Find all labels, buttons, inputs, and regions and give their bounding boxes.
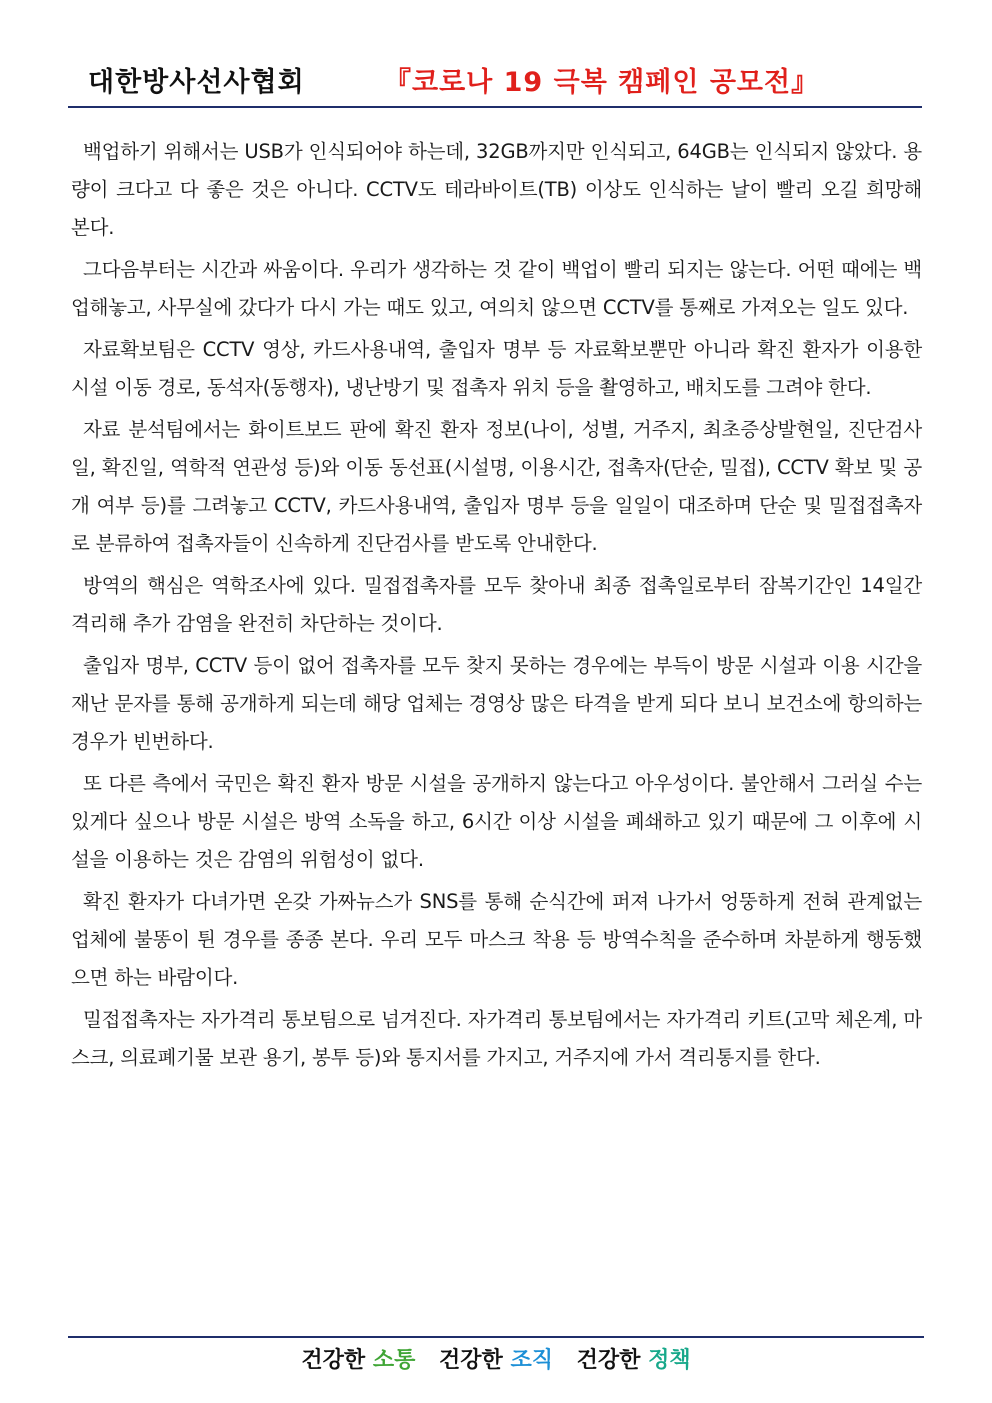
paragraph: 자료확보팀은 CCTV 영상, 카드사용내역, 출입자 명부 등 자료확보뿐만 아니라 확진 환자가 이용한 시설 이동 경로, 동석자(동행자), 냉난방기 및 접촉자 위치 등을 촬영하고, 배치도를 그려야 한다. — [71, 338, 922, 399]
document-header — [68, 52, 924, 104]
paragraph: 자료 분석팀에서는 화이트보드 판에 확진 환자 정보(나이, 성별, 거주지, 최초증상발현일, 진단검사일, 확진일, 역학적 연관성 등)와 이동 동선표(시설명, 이용시간, 접촉자(단순, 밀접), CCTV 확보 및 공개 여부 등)를 그려놓고 CCTV, 카드사용내역, 출입자 명부 등을 일일이 대조하며 단순 및 밀접접촉자로 분류하여 접촉자들이 신속하게 진단검사를 받도록 안내한다. — [71, 418, 922, 555]
campaign-title: 『코로나 19 극복 캠페인 공모전』 — [384, 67, 820, 98]
footer-divider — [68, 1336, 924, 1338]
slogan-part-organization — [439, 1348, 561, 1373]
paragraph: 출입자 명부, CCTV 등이 없어 접촉자를 모두 찾지 못하는 경우에는 부득이 방문 시설과 이용 시간을 재난 문자를 통해 공개하게 되는데 해당 업체는 경영상 많은 타격을 받게 되다 보니 보건소에 항의하는 경우가 빈번하다. — [71, 654, 922, 753]
paragraph: 확진 환자가 다녀가면 온갖 가짜뉴스가 SNS를 통해 순식간에 퍼져 나가서 엉뚱하게 전혀 관계없는 업체에 불똥이 튄 경우를 종종 본다. 우리 모두 마스크 착용 등 방역수칙을 준수하며 차분하게 행동했으면 하는 바람이다. — [71, 890, 922, 989]
footer-slogan — [0, 1343, 992, 1374]
slogan-part-communication — [301, 1348, 423, 1373]
slogan-word-policy: 정책 — [648, 1348, 691, 1373]
slogan-prefix: 건강한 — [301, 1348, 373, 1373]
slogan-part-policy — [577, 1348, 691, 1373]
slogan-prefix: 건강한 — [439, 1348, 511, 1373]
paragraph: 또 다른 측에서 국민은 확진 환자 방문 시설을 공개하지 않는다고 아우성이다. 불안해서 그러실 수는 있게다 싶으나 방문 시설은 방역 소독을 하고, 6시간 이상 시설을 폐쇄하고 있기 때문에 그 이후에 시설을 이용하는 것은 감염의 위험성이 없다. — [71, 772, 922, 871]
slogan-word-organization: 조직 — [510, 1348, 553, 1373]
paragraph: 방역의 핵심은 역학조사에 있다. 밀접접촉자를 모두 찾아내 최종 접촉일로부터 잠복기간인 14일간 격리해 추가 감염을 완전히 차단하는 것이다. — [71, 574, 922, 635]
paragraph: 그다음부터는 시간과 싸움이다. 우리가 생각하는 것 같이 백업이 빨리 되지는 않는다. 어떤 때에는 백업해놓고, 사무실에 갔다가 다시 가는 때도 있고, 여의치 않으면 CCTV를 통째로 가져오는 일도 있다. — [71, 258, 922, 319]
document-body — [71, 133, 922, 1081]
paragraph: 백업하기 위해서는 USB가 인식되어야 하는데, 32GB까지만 인식되고, 64GB는 인식되지 않았다. 용량이 크다고 다 좋은 것은 아니다. CCTV도 테라바이트(TB) 이상도 인식하는 날이 빨리 오길 희망해 본다. — [71, 140, 922, 239]
header-divider — [68, 106, 922, 108]
organization-name: 대한방사선사협회 — [88, 67, 305, 98]
slogan-prefix: 건강한 — [576, 1348, 649, 1373]
slogan-word-communication: 소통 — [372, 1348, 416, 1373]
paragraph: 밀접접촉자는 자가격리 통보팀으로 넘겨진다. 자가격리 통보팀에서는 자가격리 키트(고막 체온계, 마스크, 의료폐기물 보관 용기, 봉투 등)와 통지서를 가지고, 거주지에 가서 격리통지를 한다. — [71, 1008, 922, 1069]
